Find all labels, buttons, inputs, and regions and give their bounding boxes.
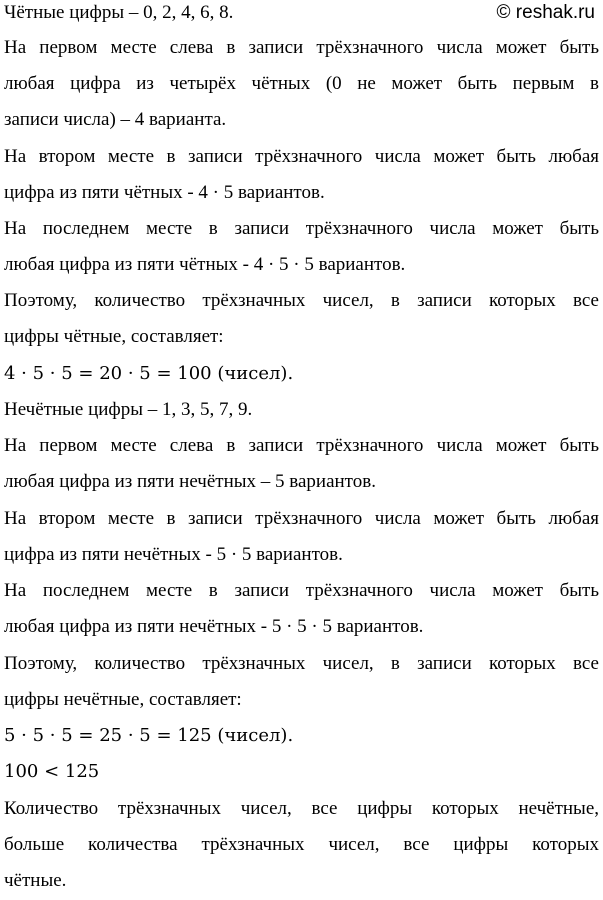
paragraph-line: записи числа) – 4 варианта. (4, 109, 227, 130)
conclusion-line: Количество трёхзначных чисел, все цифры которых нечётные, (4, 798, 599, 819)
even-digits-heading: Чётные цифры – 0, 2, 4, 6, 8. (4, 2, 234, 23)
paragraph-line: любая цифра из пяти нечётных - 5 · 5 · 5 вариантов. (4, 616, 424, 637)
paragraph-line: На первом месте слева в записи трёхзначного числа может быть (4, 435, 599, 456)
paragraph-line: любая цифра из пяти чётных - 4 · 5 · 5 вариантов. (4, 254, 406, 275)
paragraph-line: Поэтому, количество трёхзначных чисел, в записи которых все (4, 653, 599, 674)
paragraph-line: На первом месте слева в записи трёхзначного числа может быть (4, 37, 599, 58)
paragraph-line: цифры нечётные, составляет: (4, 689, 242, 710)
paragraph-line: любая цифра из пяти нечётных – 5 вариантов. (4, 471, 376, 492)
paragraph-line: любая цифра из четырёх чётных (0 не может быть первым в (4, 73, 599, 94)
site-watermark: © reshak.ru (496, 2, 595, 23)
paragraph-line: На последнем месте в записи трёхзначного числа может быть (4, 218, 599, 239)
paragraph-line: цифра из пяти чётных - 4 · 5 вариантов. (4, 182, 325, 203)
paragraph-line: На последнем месте в записи трёхзначного числа может быть (4, 580, 599, 601)
paragraph-line: На втором месте в записи трёхзначного числа может быть любая (4, 508, 599, 529)
paragraph-line: На втором месте в записи трёхзначного числа может быть любая (4, 146, 599, 167)
conclusion-line: чётные. (4, 870, 67, 891)
comparison-equation: 100 < 125 (4, 761, 100, 782)
even-result-equation: 4 · 5 · 5 = 20 · 5 = 100 (чисел). (4, 363, 294, 384)
paragraph-line: Поэтому, количество трёхзначных чисел, в записи которых все (4, 290, 599, 311)
odd-digits-heading: Нечётные цифры – 1, 3, 5, 7, 9. (4, 399, 253, 420)
paragraph-line: цифра из пяти нечётных - 5 · 5 вариантов. (4, 544, 343, 565)
odd-result-equation: 5 · 5 · 5 = 25 · 5 = 125 (чисел). (4, 725, 294, 746)
paragraph-line: цифры чётные, составляет: (4, 326, 224, 347)
conclusion-line: больше количества трёхзначных чисел, все цифры которых (4, 834, 599, 855)
